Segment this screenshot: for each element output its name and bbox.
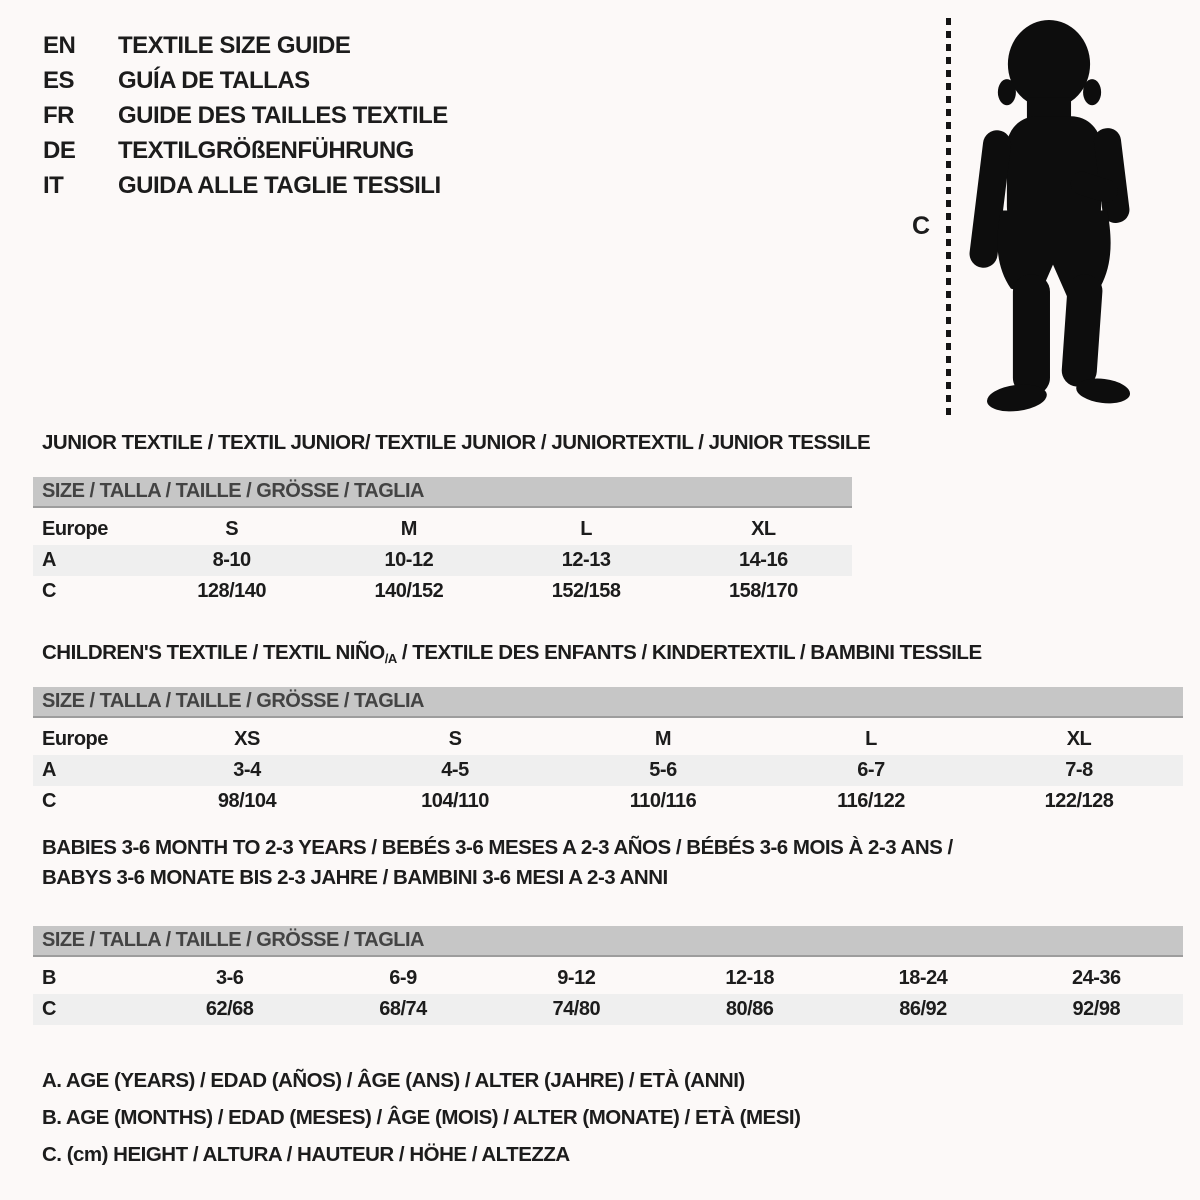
lang-row-es [43, 63, 448, 98]
table-cell: 5-6 [649, 759, 677, 781]
table-row [33, 576, 852, 607]
lang-title-es: GUÍA DE TALLAS [118, 67, 310, 94]
table-cell: 3-6 [215, 967, 244, 989]
table-cell: XS [234, 728, 260, 750]
babies-section-title-line2: BABYS 3-6 MONATE BIS 2-3 JAHRE / BAMBINI 3-6 MESI A 2-3 ANNI [42, 866, 668, 889]
table-cell: 24-36 [1071, 967, 1121, 989]
table-cell: 104/110 [421, 790, 489, 812]
row-label: A [42, 759, 56, 781]
height-measure-label: C [912, 212, 930, 240]
table-row [33, 545, 852, 576]
table-cell: 158/170 [728, 580, 798, 602]
legend-line-c: C. (cm) HEIGHT / ALTURA / HAUTEUR / HÖHE / ALTEZZA [42, 1143, 570, 1166]
lang-row-en [43, 28, 448, 63]
table-cell: 9-12 [557, 967, 596, 989]
babies-table-rows [33, 963, 1183, 1025]
table-cell: L [580, 518, 592, 540]
lang-code-it: IT [43, 172, 64, 199]
height-dashed-line [946, 18, 951, 416]
junior-table-rows [33, 514, 852, 607]
table-cell: 98/104 [217, 790, 277, 812]
row-label: B [42, 967, 56, 989]
children-table-rows [33, 724, 1183, 817]
babies-size-table [33, 926, 1183, 1025]
lang-row-fr [43, 98, 448, 133]
table-cell: M [654, 728, 672, 750]
table-row [33, 963, 1183, 994]
lang-code-fr: FR [43, 102, 74, 129]
junior-section-title: JUNIOR TEXTILE / TEXTIL JUNIOR/ TEXTILE JUNIOR / JUNIORTEXTIL / JUNIOR TESSILE [42, 431, 871, 454]
table-cell: M [400, 518, 417, 540]
table-cell: 10-12 [384, 549, 434, 571]
table-row [33, 994, 1183, 1025]
lang-title-fr: GUIDE DES TAILLES TEXTILE [118, 102, 448, 129]
table-cell: 140/152 [374, 580, 444, 602]
lang-title-it: GUIDA ALLE TAGLIE TESSILI [118, 172, 441, 199]
table-cell: 6-7 [857, 759, 885, 781]
table-cell: S [225, 518, 239, 540]
children-size-header-bar: SIZE / TALLA / TAILLE / GRÖSSE / TAGLIA [33, 687, 1183, 718]
table-cell: 3-4 [233, 759, 261, 781]
children-title-subscript: /A [384, 651, 397, 666]
babies-section-title-line1: BABIES 3-6 MONTH TO 2-3 YEARS / BEBÉS 3-6 MESES A 2-3 AÑOS / BÉBÉS 3-6 MOIS À 2-3 ANS / [42, 836, 953, 859]
table-row [33, 724, 1183, 755]
lang-title-de: TEXTILGRÖßENFÜHRUNG [118, 137, 414, 164]
children-title-post: / TEXTILE DES ENFANTS / KINDERTEXTIL / BAMBINI TESSILE [396, 641, 982, 664]
table-cell: S [448, 728, 462, 750]
babies-size-header-bar: SIZE / TALLA / TAILLE / GRÖSSE / TAGLIA [33, 926, 1183, 957]
table-cell: 110/116 [629, 790, 697, 812]
table-cell: 92/98 [1072, 998, 1121, 1020]
table-cell: 74/80 [552, 998, 601, 1020]
children-title-pre: CHILDREN'S TEXTILE / TEXTIL NIÑO [42, 641, 385, 664]
language-header [43, 28, 448, 203]
table-cell: 8-10 [212, 549, 251, 571]
row-label: Europe [42, 518, 108, 540]
table-cell: 152/158 [551, 580, 621, 602]
row-label: C [42, 998, 56, 1020]
table-cell: L [865, 728, 877, 750]
table-row [33, 514, 852, 545]
row-label: C [42, 580, 56, 602]
table-cell: 7-8 [1065, 759, 1093, 781]
table-cell: 12-18 [725, 967, 774, 989]
junior-size-table [33, 477, 852, 607]
lang-title-en: TEXTILE SIZE GUIDE [118, 32, 351, 59]
junior-size-header-bar: SIZE / TALLA / TAILLE / GRÖSSE / TAGLIA [33, 477, 852, 508]
lang-code-es: ES [43, 67, 75, 94]
table-cell: 12-13 [561, 549, 611, 571]
table-cell: 86/92 [899, 998, 947, 1020]
table-cell: 122/128 [1044, 790, 1114, 812]
table-cell: 68/74 [379, 998, 427, 1020]
row-label: C [42, 790, 56, 812]
toddler-silhouette-image [966, 12, 1142, 418]
children-size-table [33, 687, 1183, 817]
children-section-title [42, 641, 982, 671]
lang-code-de: DE [43, 137, 76, 164]
legend-block [42, 1062, 800, 1173]
table-cell: 6-9 [389, 967, 417, 989]
table-cell: 18-24 [898, 967, 948, 989]
table-cell: 128/140 [197, 580, 267, 602]
table-cell: 80/86 [725, 998, 774, 1020]
table-cell: 14-16 [739, 549, 788, 571]
row-label: A [42, 549, 56, 571]
table-cell: XL [751, 518, 776, 540]
lang-row-it [43, 168, 448, 203]
lang-code-en: EN [43, 32, 76, 59]
lang-row-de [43, 133, 448, 168]
table-cell: 62/68 [205, 998, 254, 1020]
table-cell: 4-5 [441, 759, 469, 781]
legend-line-b: B. AGE (MONTHS) / EDAD (MESES) / ÂGE (MOIS) / ALTER (MONATE) / ETÀ (MESI) [42, 1106, 801, 1129]
table-cell: 116/122 [837, 790, 905, 812]
table-row [33, 786, 1183, 817]
table-row [33, 755, 1183, 786]
table-cell: XL [1066, 728, 1092, 750]
legend-line-a: A. AGE (YEARS) / EDAD (AÑOS) / ÂGE (ANS) / ALTER (JAHRE) / ETÀ (ANNI) [42, 1069, 745, 1092]
row-label: Europe [42, 728, 108, 750]
